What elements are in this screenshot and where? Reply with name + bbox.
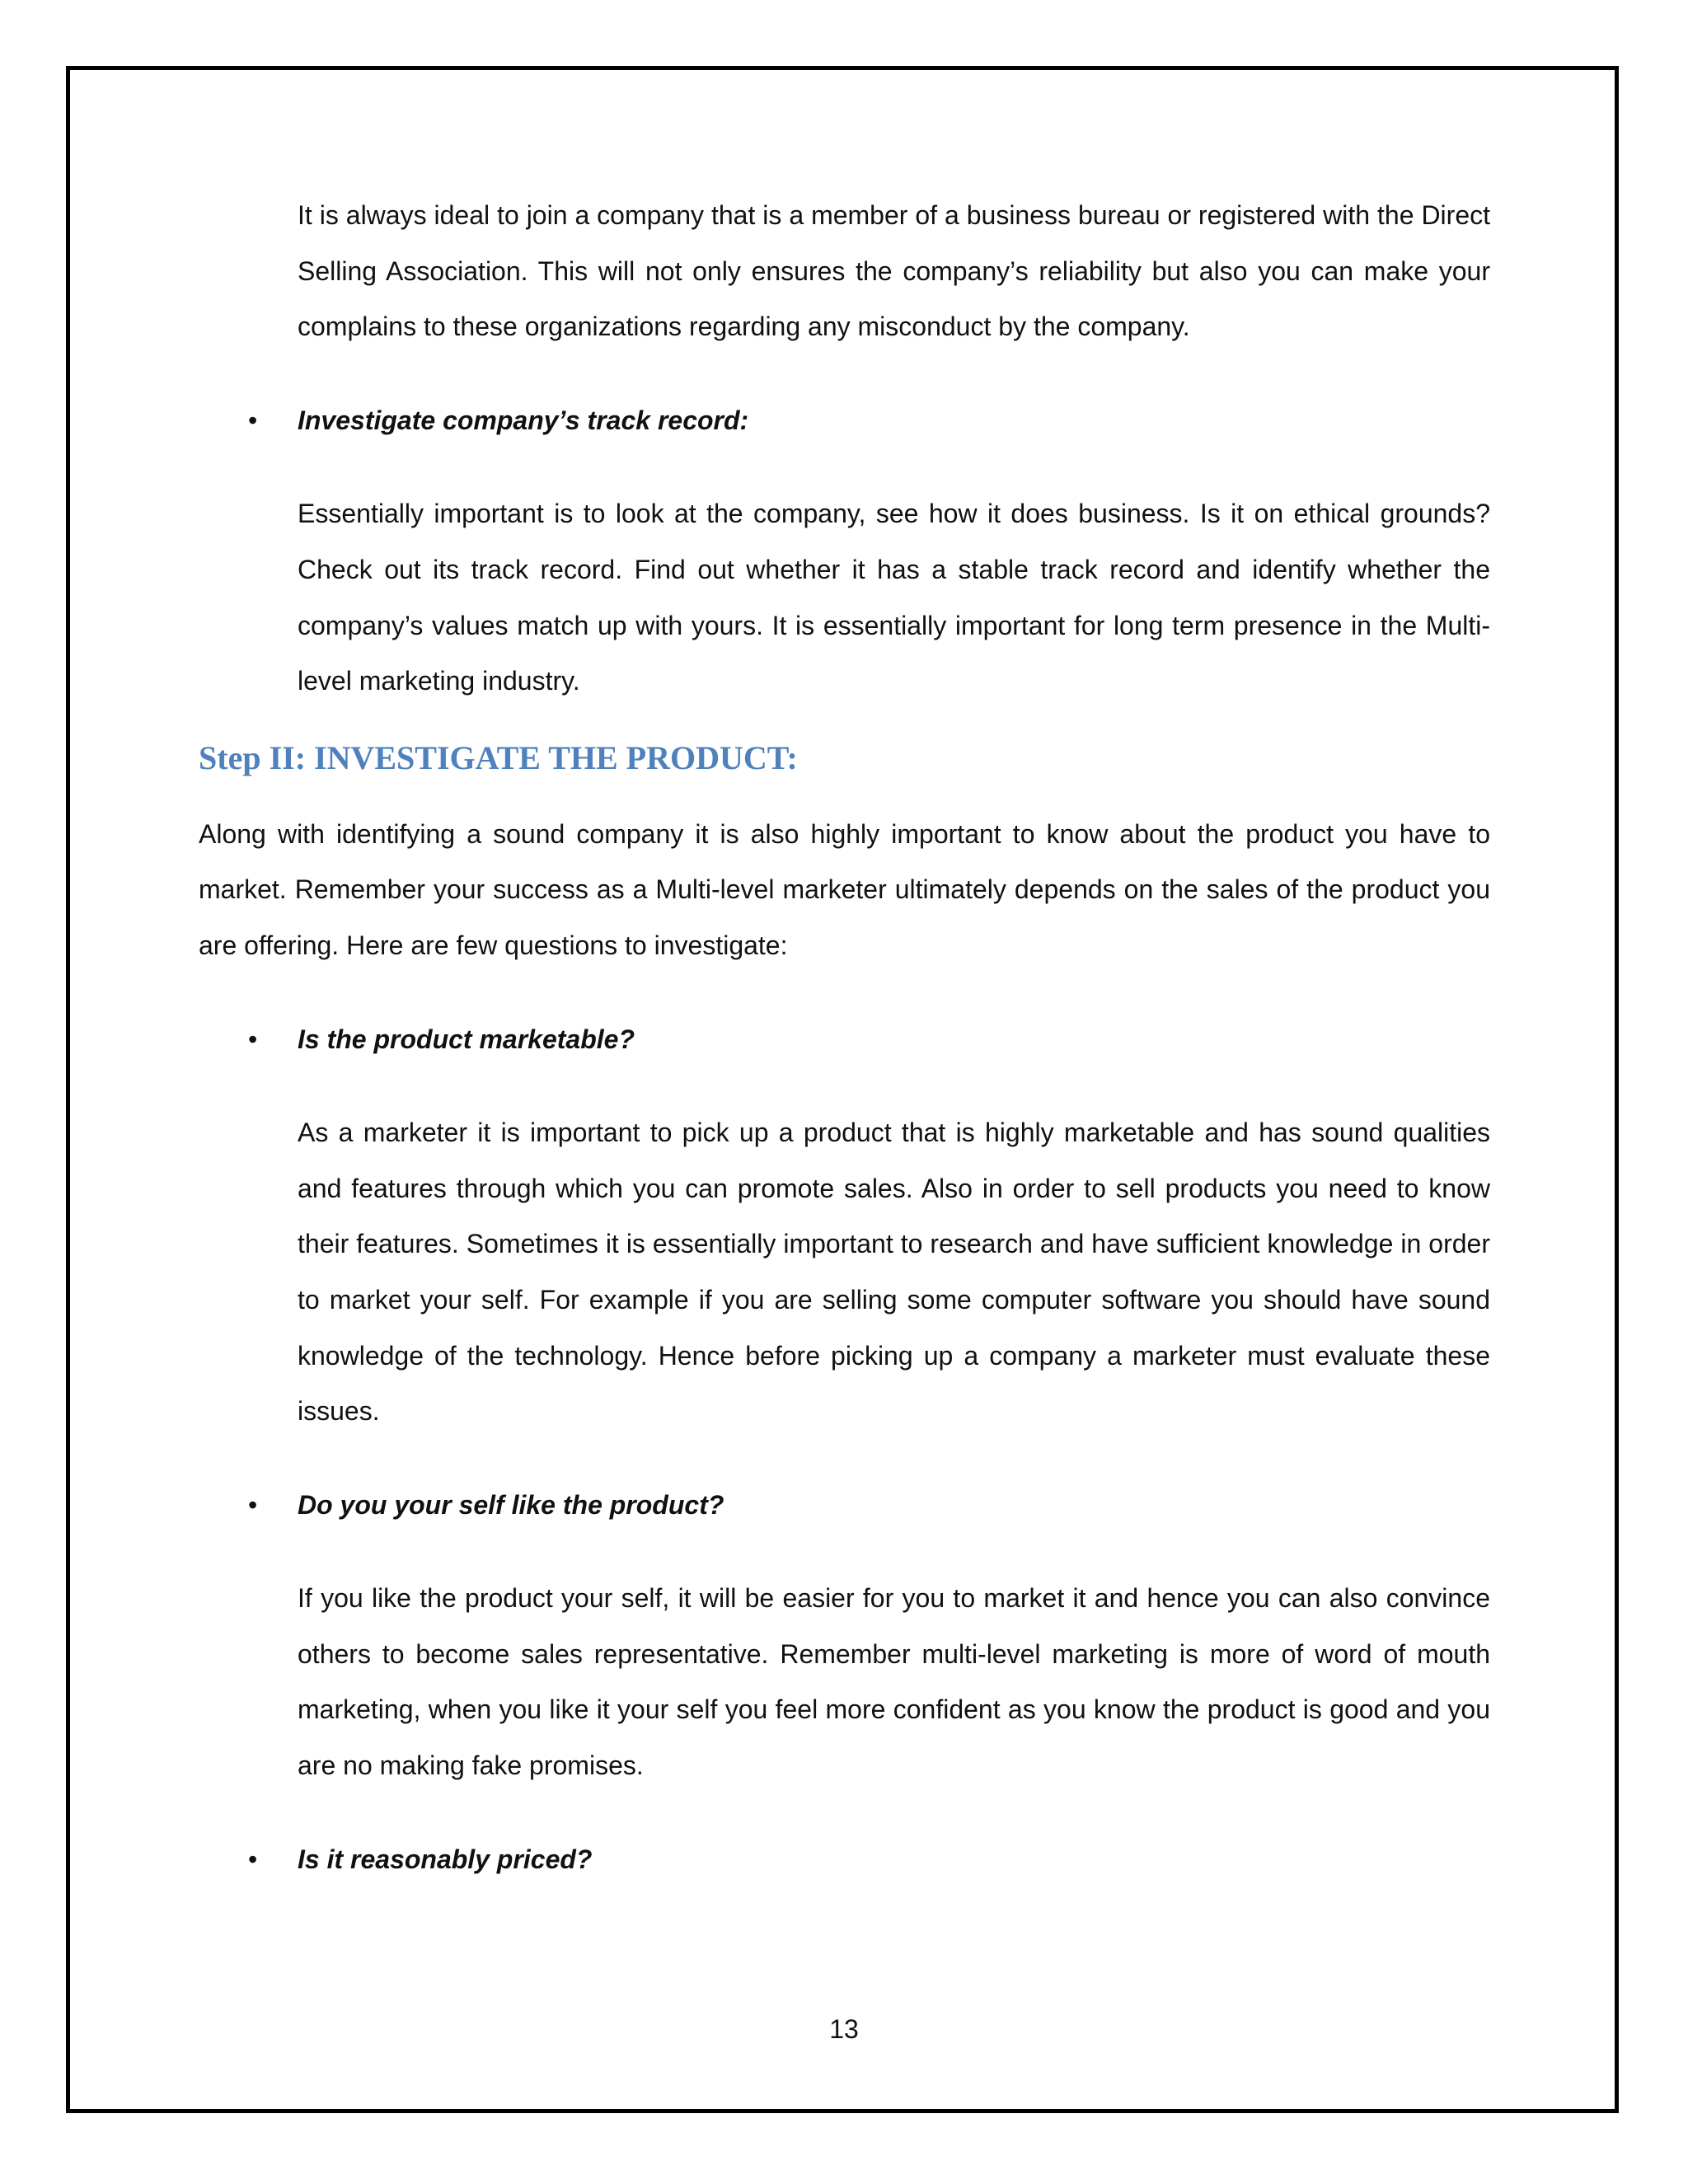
paragraph-like-product: If you like the product your self, it will be easier for you to market it and hence you can also convince others to become sales representative. Remember multi-level marketing is more of word of mouth marketing, when you like it your self you feel more confident as you know the product is good and you are no making fake promises.	[298, 1583, 1490, 1781]
section-heading: Step II: INVESTIGATE THE PRODUCT:	[199, 738, 798, 776]
bullet-priced	[248, 1832, 1490, 1888]
bullet-track-record-label: Investigate company’s track record:	[298, 405, 749, 435]
page-number: 13	[829, 2014, 859, 2044]
bullet-like-product-label: Do you your self like the product?	[298, 1489, 724, 1520]
bullet-dot: •	[248, 1844, 258, 1874]
bullet-track-record	[248, 393, 1490, 449]
bullet-marketable-label: Is the product marketable?	[298, 1024, 635, 1054]
bullet-dot: •	[248, 1489, 258, 1520]
bullet-dot: •	[248, 405, 258, 435]
bullet-like-product	[248, 1478, 1490, 1534]
bullet-marketable	[248, 1012, 1490, 1068]
paragraph-intro: It is always ideal to join a company that is a member of a business bureau or registered with the Direct Selling Association. This will not only ensures the company’s reliability but also you can make your complains to these organizations regarding any misconduct by the company.	[298, 200, 1490, 342]
document-body	[199, 188, 1490, 1887]
paragraph-marketable: As a marketer it is important to pick up a product that is highly marketable and has sound qualities and features through which you can promote sales. Also in order to sell products you need to know their features. Sometimes it is essentially important to research and have sufficient knowledge in order to market your self. For example if you are selling some computer software you should have sound knowledge of the technology. Hence before picking up a company a marketer must evaluate these issues.	[298, 1118, 1490, 1427]
paragraph-step2-intro: Along with identifying a sound company it is also highly important to know about the product you have to market. Remember your success as a Multi-level marketer ultimately depends on the sales of the product you are offering. Here are few questions to investigate:	[199, 818, 1490, 960]
paragraph-track-record: Essentially important is to look at the company, see how it does business. Is it on ethical grounds? Check out its track record. Find out whether it has a stable track record and identify whether the company’s values match up with yours. It is essentially important for long term presence in the Multi-level marketing industry.	[298, 499, 1490, 696]
bullet-priced-label: Is it reasonably priced?	[298, 1844, 593, 1874]
bullet-dot: •	[248, 1024, 258, 1054]
